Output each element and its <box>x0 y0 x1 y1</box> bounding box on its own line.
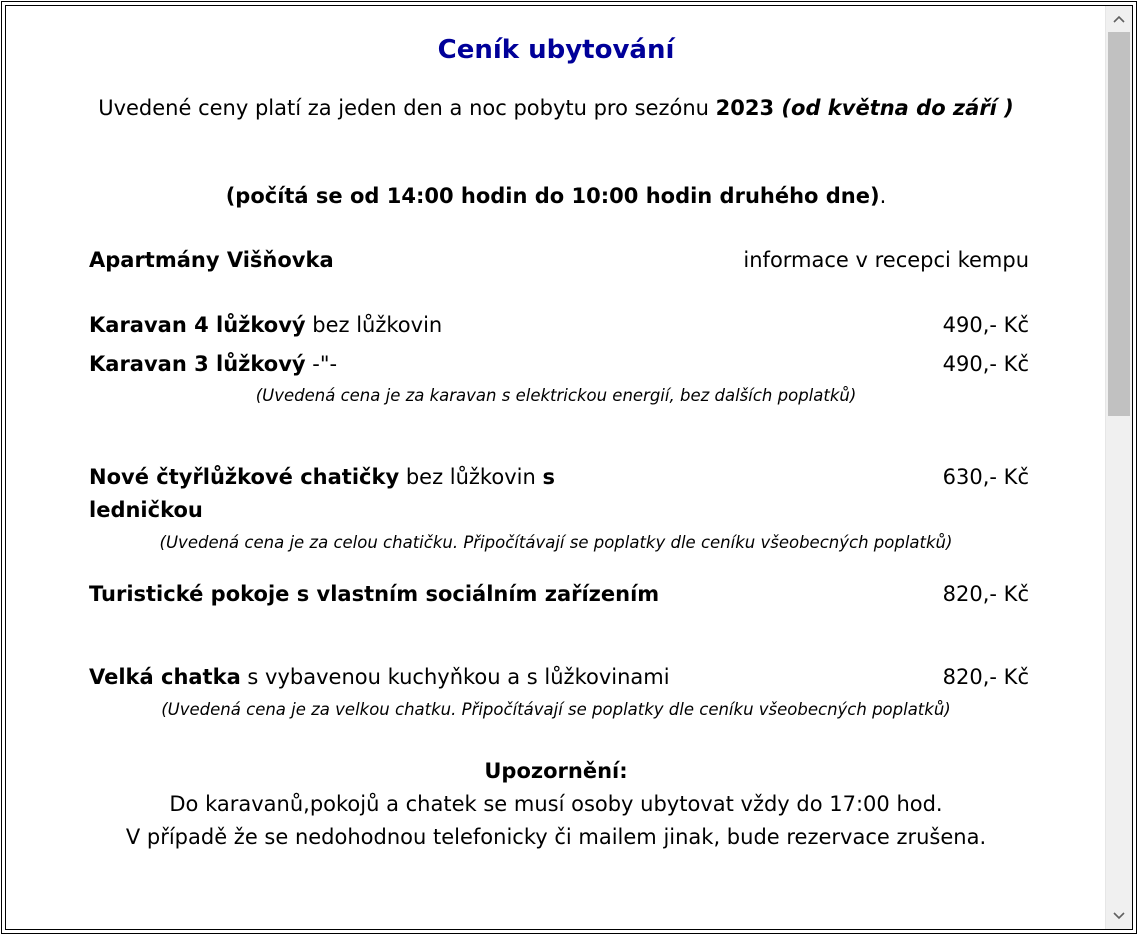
scrollbar-thumb[interactable] <box>1108 32 1130 416</box>
warning-heading: Upozornění: <box>484 759 628 783</box>
row-name: Nové čtyřlůžkové chatičky <box>89 465 400 489</box>
row-suffix: bez lůžkovin <box>305 313 443 337</box>
row-suffix: s vybavenou kuchyňkou a s lůžkovinami <box>240 665 670 689</box>
checkin-hours <box>6 184 1106 208</box>
price-list-content <box>6 6 1106 929</box>
document-frame <box>5 5 1133 930</box>
row-name: Karavan 4 lůžkový <box>89 313 306 337</box>
row-name: Apartmány Višňovka <box>89 248 334 272</box>
row-price: 630,- Kč <box>942 465 1029 489</box>
row-name: Turistické pokoje s vlastním sociálním zařízením <box>89 582 660 606</box>
warning-line-2: V případě že se nedohodnou telefonicky či mailem jinak, bude rezervace zrušena. <box>125 825 987 849</box>
note-big-cabin: (Uvedená cena je za velkou chatku. Připočítávají se poplatky dle ceníku všeobecných poplatků) <box>161 700 951 719</box>
row-suffix: bez lůžkovin <box>399 465 543 489</box>
hours-dot: . <box>879 184 887 208</box>
page-title: Ceník ubytování <box>437 35 675 65</box>
row-price: 820,- Kč <box>942 582 1029 606</box>
row-price: informace v recepci kempu <box>743 248 1029 272</box>
season-year: 2023 <box>715 96 775 120</box>
vertical-scrollbar[interactable] <box>1105 6 1132 929</box>
row-name: Karavan 3 lůžkový <box>89 352 306 376</box>
warning-block <box>6 755 1106 854</box>
season-intro <box>6 96 1106 120</box>
note-cabins: (Uvedená cena je za celou chatičku. Připočítávají se poplatky dle ceníku všeobecných poplatků) <box>159 533 953 552</box>
intro-text: Uvedené ceny platí za jeden den a noc pobytu pro sezónu <box>98 96 716 120</box>
season-range: (od května do září ) <box>774 96 1014 120</box>
warning-line-1: Do karavanů,pokojů a chatek se musí osoby ubytovat vždy do 17:00 hod. <box>169 792 943 816</box>
chevron-up-icon[interactable] <box>1106 6 1132 32</box>
row-end-2: ledničkou <box>89 498 203 522</box>
row-end: s <box>542 465 555 489</box>
row-name: Velká chatka <box>89 665 241 689</box>
note-caravan: (Uvedená cena je za karavan s elektrickou energií, bez dalších poplatků) <box>255 386 857 405</box>
chevron-down-icon[interactable] <box>1106 903 1132 929</box>
row-suffix: -"- <box>305 352 338 376</box>
row-price: 490,- Kč <box>942 313 1029 337</box>
row-cabins <box>89 461 1029 527</box>
page-frame <box>1 1 1137 934</box>
row-price: 490,- Kč <box>942 352 1029 376</box>
row-price: 820,- Kč <box>942 665 1029 689</box>
hours-text: (počítá se od 14:00 hodin do 10:00 hodin druhého dne) <box>225 184 880 208</box>
